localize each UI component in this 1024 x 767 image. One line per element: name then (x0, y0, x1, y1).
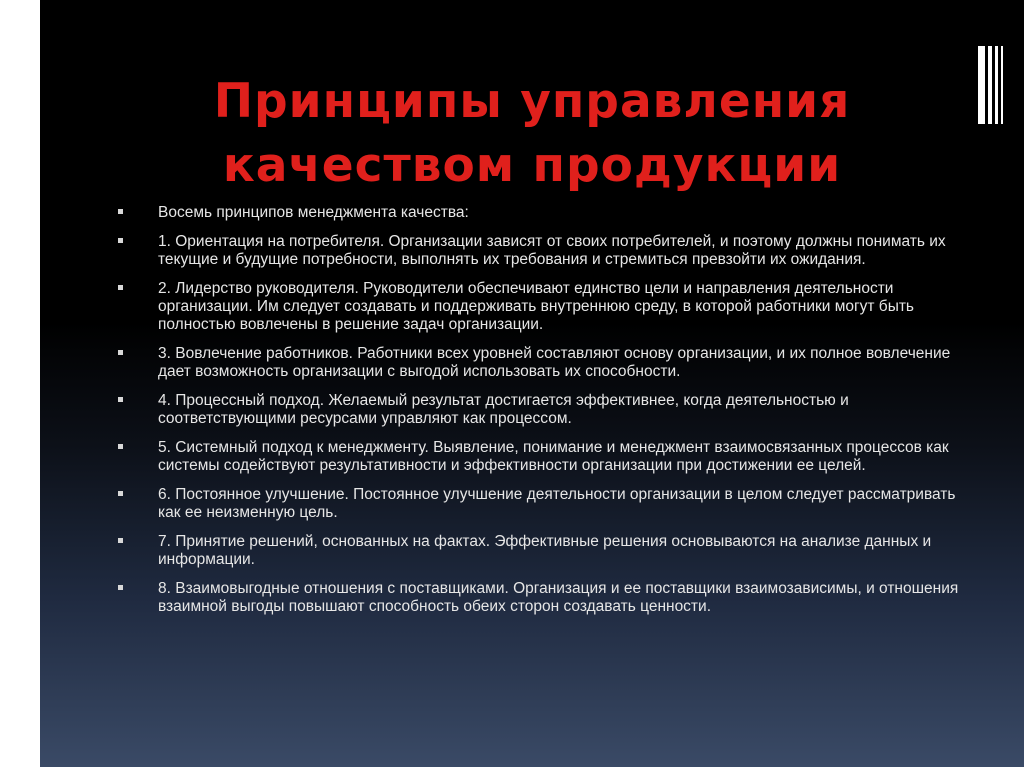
bullet-marker-icon (118, 350, 123, 355)
bullet-text: 1. Ориентация на потребителя. Организации зависят от своих потребителей, и поэтому должны понимать их текущие и будущие потребности, выполнять их требования и стремиться превзойти их ожидания. (158, 233, 946, 268)
bullet-list (118, 204, 978, 627)
bullet-item (118, 204, 978, 222)
bullet-item (118, 280, 978, 334)
bullet-marker-icon (118, 209, 123, 214)
bullet-text: 4. Процессный подход. Желаемый результат достигается эффективнее, когда деятельностью и соответствующими ресурсами управляют как процессом. (158, 392, 849, 427)
bullet-item (118, 533, 978, 569)
bullet-marker-icon (118, 397, 123, 402)
bullet-text: 8. Взаимовыгодные отношения с поставщиками. Организация и ее поставщики взаимозависимы, и отношения взаимной выгоды повышают способность обеих сторон создавать ценности. (158, 580, 959, 615)
slide-title (40, 70, 1024, 198)
title-line-1: Принципы управления (213, 74, 851, 129)
bullet-marker-icon (118, 538, 123, 543)
bullet-marker-icon (118, 444, 123, 449)
bullet-marker-icon (118, 491, 123, 496)
title-line-2: качеством продукции (222, 138, 842, 193)
bullet-item (118, 392, 978, 428)
bullet-item (118, 345, 978, 381)
bullet-item (118, 233, 978, 269)
bullet-marker-icon (118, 238, 123, 243)
bullet-text: Восемь принципов менеджмента качества: (158, 204, 469, 221)
bullet-item (118, 439, 978, 475)
bullet-marker-icon (118, 285, 123, 290)
bullet-marker-icon (118, 585, 123, 590)
bullet-text: 3. Вовлечение работников. Работники всех уровней составляют основу организации, и их полное вовлечение дает возможность организации с выгодой использовать их способности. (158, 345, 951, 380)
bullet-text: 7. Принятие решений, основанных на фактах. Эффективные решения основываются на анализе данных и информации. (158, 533, 932, 568)
bullet-item (118, 486, 978, 522)
bullet-text: 6. Постоянное улучшение. Постоянное улучшение деятельности организации в целом следует рассматривать как ее неизменную цель. (158, 486, 956, 521)
bullet-text: 2. Лидерство руководителя. Руководители обеспечивают единство цели и направления деятельности организации. Им следует создавать и поддерживать внутреннюю среду, в которой работники могут быть полностью вовлечены в решение задач организации. (158, 280, 915, 333)
bullet-item (118, 580, 978, 616)
bullet-text: 5. Системный подход к менеджменту. Выявление, понимание и менеджмент взаимосвязанных процессов как системы содействуют результативности и эффективности организации при достижении ее целей. (158, 439, 949, 474)
left-margin-strip (0, 0, 40, 767)
